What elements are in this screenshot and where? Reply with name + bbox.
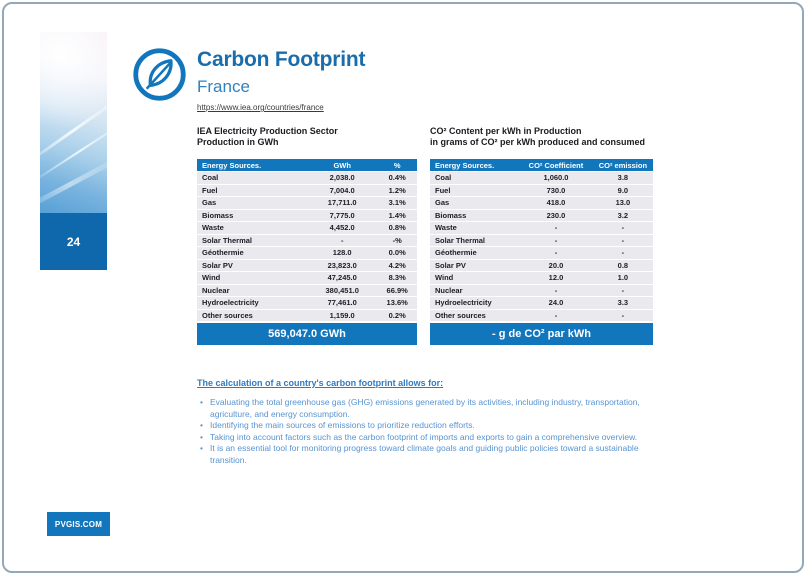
value-cell: 24.0 <box>519 297 593 309</box>
value-cell: 3.8 <box>593 172 653 184</box>
energy-source-label: Fuel <box>197 185 307 197</box>
page-number: 24 <box>40 213 107 270</box>
value-cell: - <box>519 247 593 259</box>
table-row <box>430 260 653 272</box>
energy-source-label: Solar Thermal <box>430 235 519 247</box>
value-cell: 12.0 <box>519 272 593 284</box>
value-cell: 7,004.0 <box>307 185 377 197</box>
value-cell: - <box>593 285 653 297</box>
table-row <box>430 197 653 209</box>
value-cell: 418.0 <box>519 197 593 209</box>
energy-source-label: Wind <box>430 272 519 284</box>
table-header-row <box>430 159 653 171</box>
notes-heading: The calculation of a country's carbon footprint allows for: <box>197 378 444 388</box>
table-row <box>430 272 653 284</box>
energy-source-label: Nuclear <box>430 285 519 297</box>
value-cell: - <box>519 285 593 297</box>
value-cell: 20.0 <box>519 260 593 272</box>
table-row <box>197 260 417 272</box>
value-cell: 7,775.0 <box>307 210 377 222</box>
table-row <box>197 197 417 209</box>
light-streak <box>40 154 107 213</box>
light-streak <box>40 96 107 167</box>
energy-source-label: Hydroelectricity <box>197 297 307 309</box>
energy-source-label: Other sources <box>197 310 307 322</box>
value-cell: 1.0 <box>593 272 653 284</box>
energy-source-label: Géothermie <box>430 247 519 259</box>
pvgis-badge[interactable]: PVGIS.COM <box>47 512 110 536</box>
leaf-compass-icon <box>131 46 188 103</box>
column-header: Energy Sources. <box>430 159 519 171</box>
value-cell: 8.3% <box>377 272 417 284</box>
notes-section <box>197 378 677 466</box>
value-cell: 1,159.0 <box>307 310 377 322</box>
value-cell: 1.2% <box>377 185 417 197</box>
energy-source-label: Coal <box>197 172 307 184</box>
table-row <box>197 210 417 222</box>
table-row <box>197 272 417 284</box>
table-row <box>197 235 417 247</box>
energy-source-label: Waste <box>197 222 307 234</box>
production-table-title <box>197 126 338 148</box>
energy-source-label: Waste <box>430 222 519 234</box>
note-bullet: • Taking into account factors such as the carbon footprint of imports and exports to gain a comprehensive overview. <box>197 432 677 444</box>
energy-source-label: Biomass <box>197 210 307 222</box>
co2-table <box>430 158 653 345</box>
energy-source-label: Gas <box>430 197 519 209</box>
value-cell: 3.2 <box>593 210 653 222</box>
table-row <box>197 222 417 234</box>
energy-source-label: Solar PV <box>430 260 519 272</box>
energy-source-label: Solar Thermal <box>197 235 307 247</box>
co2-table-title <box>430 126 645 148</box>
table-row <box>197 247 417 259</box>
table-row <box>197 310 417 322</box>
value-cell: 128.0 <box>307 247 377 259</box>
value-cell: 3.1% <box>377 197 417 209</box>
value-cell: 66.9% <box>377 285 417 297</box>
table-row <box>430 310 653 322</box>
table-row <box>430 210 653 222</box>
value-cell: 0.0% <box>377 247 417 259</box>
energy-source-label: Fuel <box>430 185 519 197</box>
value-cell: - <box>519 222 593 234</box>
value-cell: 380,451.0 <box>307 285 377 297</box>
table-header-row <box>197 159 417 171</box>
energy-source-label: Solar PV <box>197 260 307 272</box>
page-title: Carbon Footprint <box>197 48 366 71</box>
page-subtitle: France <box>197 77 250 96</box>
energy-source-label: Géothermie <box>197 247 307 259</box>
source-link[interactable]: https://www.iea.org/countries/france <box>197 103 324 112</box>
note-bullet: • Identifying the main sources of emissions to prioritize reduction efforts. <box>197 420 677 432</box>
column-header: GWh <box>307 159 377 171</box>
table-row <box>430 285 653 297</box>
table-row <box>430 297 653 309</box>
note-bullet: • Evaluating the total greenhouse gas (GHG) emissions generated by its activities, including industry, transportation, agriculture, and energy consumption. <box>197 397 677 420</box>
sidebar-strip <box>40 32 107 270</box>
energy-source-label: Wind <box>197 272 307 284</box>
value-cell: - <box>593 235 653 247</box>
value-cell: 47,245.0 <box>307 272 377 284</box>
co2-title-line1: CO² Content per kWh in Production <box>430 126 582 136</box>
column-header: CO² emission <box>593 159 653 171</box>
value-cell: - <box>307 235 377 247</box>
value-cell: 0.8% <box>377 222 417 234</box>
table-row <box>430 247 653 259</box>
energy-source-label: Gas <box>197 197 307 209</box>
value-cell: 1,060.0 <box>519 172 593 184</box>
energy-source-label: Nuclear <box>197 285 307 297</box>
value-cell: - <box>519 235 593 247</box>
table-row <box>430 172 653 184</box>
energy-source-label: Hydroelectricity <box>430 297 519 309</box>
table-row <box>197 172 417 184</box>
value-cell: 0.8 <box>593 260 653 272</box>
column-header: CO² Coefficient <box>519 159 593 171</box>
table-row <box>197 185 417 197</box>
value-cell: 77,461.0 <box>307 297 377 309</box>
value-cell: 230.0 <box>519 210 593 222</box>
energy-source-label: Other sources <box>430 310 519 322</box>
co2-total-row: - g de CO² par kWh <box>430 323 653 345</box>
sidebar-photo <box>40 32 107 213</box>
value-cell: 9.0 <box>593 185 653 197</box>
value-cell: 4,452.0 <box>307 222 377 234</box>
value-cell: 2,038.0 <box>307 172 377 184</box>
value-cell: - <box>593 247 653 259</box>
value-cell: 13.0 <box>593 197 653 209</box>
value-cell: 23,823.0 <box>307 260 377 272</box>
value-cell: 4.2% <box>377 260 417 272</box>
production-table <box>197 158 417 345</box>
energy-source-label: Biomass <box>430 210 519 222</box>
column-header: % <box>377 159 417 171</box>
value-cell: 0.2% <box>377 310 417 322</box>
value-cell: 1.4% <box>377 210 417 222</box>
value-cell: 730.0 <box>519 185 593 197</box>
table-row <box>197 297 417 309</box>
production-title-line2: Production in GWh <box>197 137 279 147</box>
value-cell: - <box>593 222 653 234</box>
table-row <box>430 235 653 247</box>
table-row <box>430 185 653 197</box>
note-bullet: • It is an essential tool for monitoring progress toward climate goals and guiding public policies toward a sustainable transition. <box>197 443 677 466</box>
value-cell: 3.3 <box>593 297 653 309</box>
production-title-line1: IEA Electricity Production Sector <box>197 126 338 136</box>
table-row <box>430 222 653 234</box>
value-cell: - <box>519 310 593 322</box>
table-row <box>197 285 417 297</box>
energy-source-label: Coal <box>430 172 519 184</box>
value-cell: -% <box>377 235 417 247</box>
production-total-row: 569,047.0 GWh <box>197 323 417 345</box>
value-cell: 0.4% <box>377 172 417 184</box>
value-cell: 17,711.0 <box>307 197 377 209</box>
notes-list <box>197 397 677 466</box>
co2-title-line2: in grams of CO² per kWh produced and consumed <box>430 137 646 147</box>
value-cell: - <box>593 310 653 322</box>
value-cell: 13.6% <box>377 297 417 309</box>
column-header: Energy Sources. <box>197 159 307 171</box>
